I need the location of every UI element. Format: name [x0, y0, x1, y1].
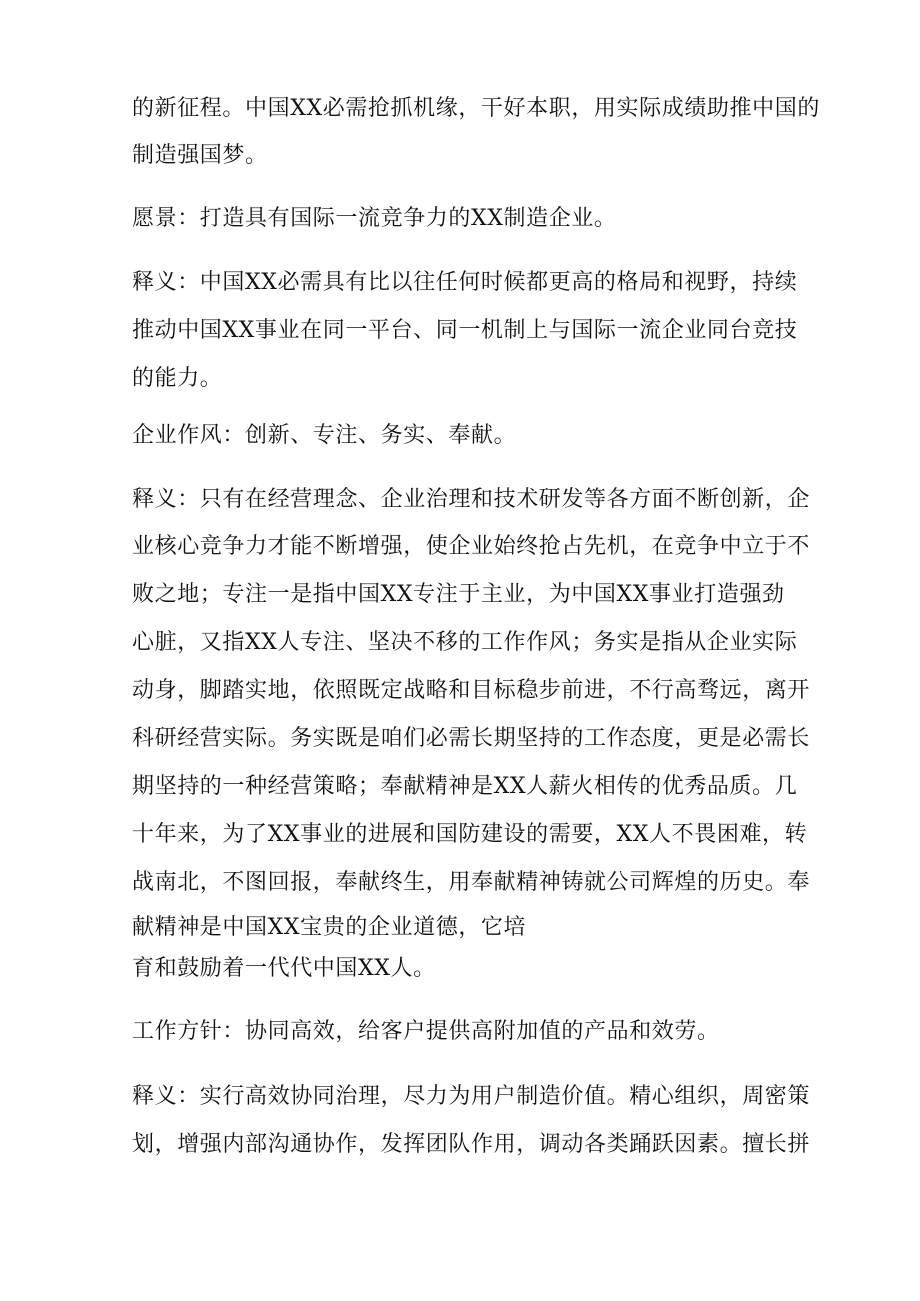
- paragraph-5-line-7: 期坚持的一种经营策略；奉献精神是XX人薪火相传的优秀品质。几: [132, 774, 798, 799]
- paragraph-7-line-1: 释义：实行高效协同治理，尽力为用户制造价值。精心组织，周密策: [132, 1084, 811, 1109]
- paragraph-5-line-5: 动身，脚踏实地，依照既定战略和目标稳步前进，不行高骛远，离开: [132, 678, 811, 703]
- paragraph-3-line-2: 推动中国XX事业在同一平台、同一机制上与国际一流企业同台竞技: [132, 318, 798, 343]
- vision-line: 愿景：打造具有国际一流竞争力的XX制造企业。: [132, 206, 617, 231]
- paragraph-5-line-8: 十年来，为了XX事业的进展和国防建设的需要，XX人不畏困难，转: [132, 822, 808, 847]
- paragraph-5-line-9: 战南北，不图回报，奉献终生，用奉献精神铸就公司辉煌的历史。奉: [132, 870, 811, 895]
- paragraph-5-line-11: 育和鼓励着一代代中国XX人。: [132, 956, 436, 981]
- paragraph-1-line-2: 制造强国梦。: [132, 143, 268, 168]
- enterprise-style-line: 企业作风：创新、专注、务实、奉献。: [132, 423, 517, 448]
- paragraph-5-line-4: 心脏，又指XX人专注、坚决不移的工作作风；务实是指从企业实际: [132, 630, 798, 655]
- paragraph-5-line-1: 释义：只有在经营理念、企业治理和技术研发等各方面不断创新，企: [132, 487, 811, 512]
- paragraph-3-line-1: 释义：中国XX必需具有比以往任何时候都更高的格局和视野，持续: [132, 270, 798, 295]
- work-guideline-line: 工作方针：协同高效，给客户提供高附加值的产品和效劳。: [132, 1019, 720, 1044]
- paragraph-5-line-6: 科研经营实际。务实既是咱们必需长期坚持的工作态度，更是必需长: [132, 726, 811, 751]
- paragraph-5-line-3: 败之地；专注一是指中国XX专注于主业，为中国XX事业打造强劲: [132, 582, 785, 607]
- paragraph-3-line-3: 的能力。: [132, 366, 223, 391]
- paragraph-5-line-2: 业核心竞争力才能不断增强，使企业始终抢占先机，在竞争中立于不: [132, 534, 811, 559]
- paragraph-5-line-10: 献精神是中国XX宝贵的企业道德，它培: [132, 915, 527, 940]
- paragraph-1-line-1: 的新征程。中国XX必需抢抓机缘，干好本职，用实际成绩助推中国的: [132, 96, 820, 121]
- paragraph-7-line-2: 划，增强内部沟通协作，发挥团队作用，调动各类踊跃因素。擅长拼: [132, 1132, 811, 1157]
